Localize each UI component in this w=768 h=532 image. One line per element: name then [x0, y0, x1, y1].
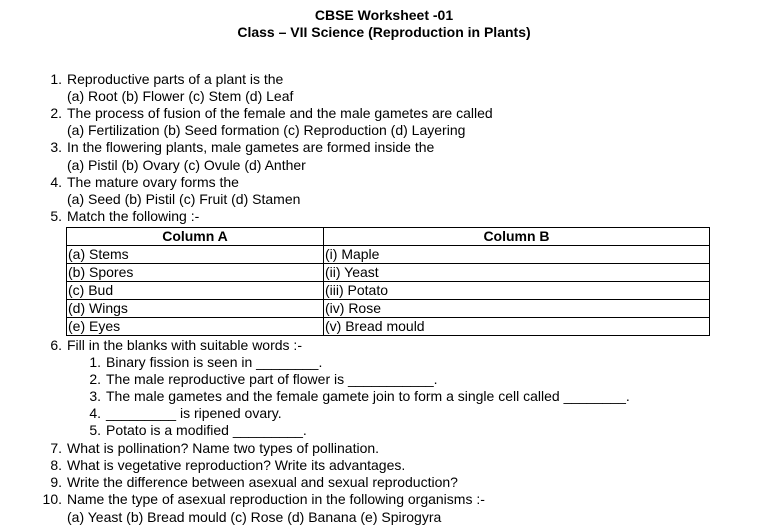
question-text: The process of fusion of the female and the male gametes are called [67, 105, 493, 121]
question-number: 7. [50, 440, 62, 456]
table-row [67, 246, 710, 264]
column-b-cell: (iv) Rose [324, 300, 710, 318]
column-a-cell: (c) Bud [67, 282, 324, 300]
table-row [67, 264, 710, 282]
question-text: Reproductive parts of a plant is the [67, 71, 284, 87]
question-text: Name the type of asexual reproduction in the following organisms :- [67, 491, 485, 507]
column-b-cell: (i) Maple [324, 246, 710, 264]
table-row [67, 282, 710, 300]
question-number: 3. [50, 139, 62, 155]
column-a-cell: (a) Stems [67, 246, 324, 264]
sub-item-number: 4. [89, 405, 101, 421]
question-options: (a) Root (b) Flower (c) Stem (d) Leaf [67, 88, 294, 104]
sub-item-text: _________ is ripened ovary. [106, 405, 282, 421]
question-text: In the flowering plants, male gametes are formed inside the [67, 139, 435, 155]
question-number: 1. [50, 71, 62, 87]
worksheet-subtitle: Class – VII Science (Reproduction in Plants) [237, 24, 531, 40]
question-options: (a) Fertilization (b) Seed formation (c) Reproduction (d) Layering [67, 122, 466, 138]
sub-item-text: The male reproductive part of flower is ___________. [106, 371, 438, 387]
question-number: 10. [42, 491, 62, 507]
question-text: Fill in the blanks with suitable words :- [67, 337, 302, 353]
column-a-cell: (d) Wings [67, 300, 324, 318]
sub-item-text: The male gametes and the female gamete join to form a single cell called ________. [106, 388, 630, 404]
question-text: The mature ovary forms the [67, 174, 239, 190]
question-number: 8. [50, 457, 62, 473]
question-text: What is pollination? Name two types of pollination. [67, 440, 380, 456]
question-number: 4. [50, 174, 62, 190]
column-b-cell: (ii) Yeast [324, 264, 710, 282]
sub-item-number: 3. [89, 388, 101, 404]
question-text: Write the difference between asexual and sexual reproduction? [67, 474, 458, 490]
sub-item-number: 1. [89, 354, 101, 370]
table-row [67, 300, 710, 318]
worksheet-title: CBSE Worksheet -01 [314, 7, 454, 23]
question-number: 6. [50, 337, 62, 353]
table-header-row [67, 228, 710, 246]
column-a-cell: (b) Spores [67, 264, 324, 282]
column-b-cell: (v) Bread mould [324, 318, 710, 336]
question-text: What is vegetative reproduction? Write its advantages. [67, 457, 406, 473]
question-options: (a) Seed (b) Pistil (c) Fruit (d) Stamen [67, 191, 301, 207]
column-a-header: Column A [67, 228, 324, 246]
question-number: 2. [50, 105, 62, 121]
sub-item-text: Potato is a modified _________. [106, 422, 307, 438]
sub-item-number: 5. [89, 422, 101, 438]
question-options: (a) Pistil (b) Ovary (c) Ovule (d) Anther [67, 157, 306, 173]
question-number: 9. [50, 474, 62, 490]
column-b-cell: (iii) Potato [324, 282, 710, 300]
sub-item-text: Binary fission is seen in ________. [106, 354, 323, 370]
question-number: 5. [50, 208, 62, 224]
question-options: (a) Yeast (b) Bread mould (c) Rose (d) Banana (e) Spirogyra [67, 509, 442, 525]
column-b-header: Column B [324, 228, 710, 246]
sub-item-number: 2. [89, 371, 101, 387]
match-table [66, 227, 710, 336]
question-text: Match the following :- [67, 208, 200, 224]
column-a-cell: (e) Eyes [67, 318, 324, 336]
table-row [67, 318, 710, 336]
